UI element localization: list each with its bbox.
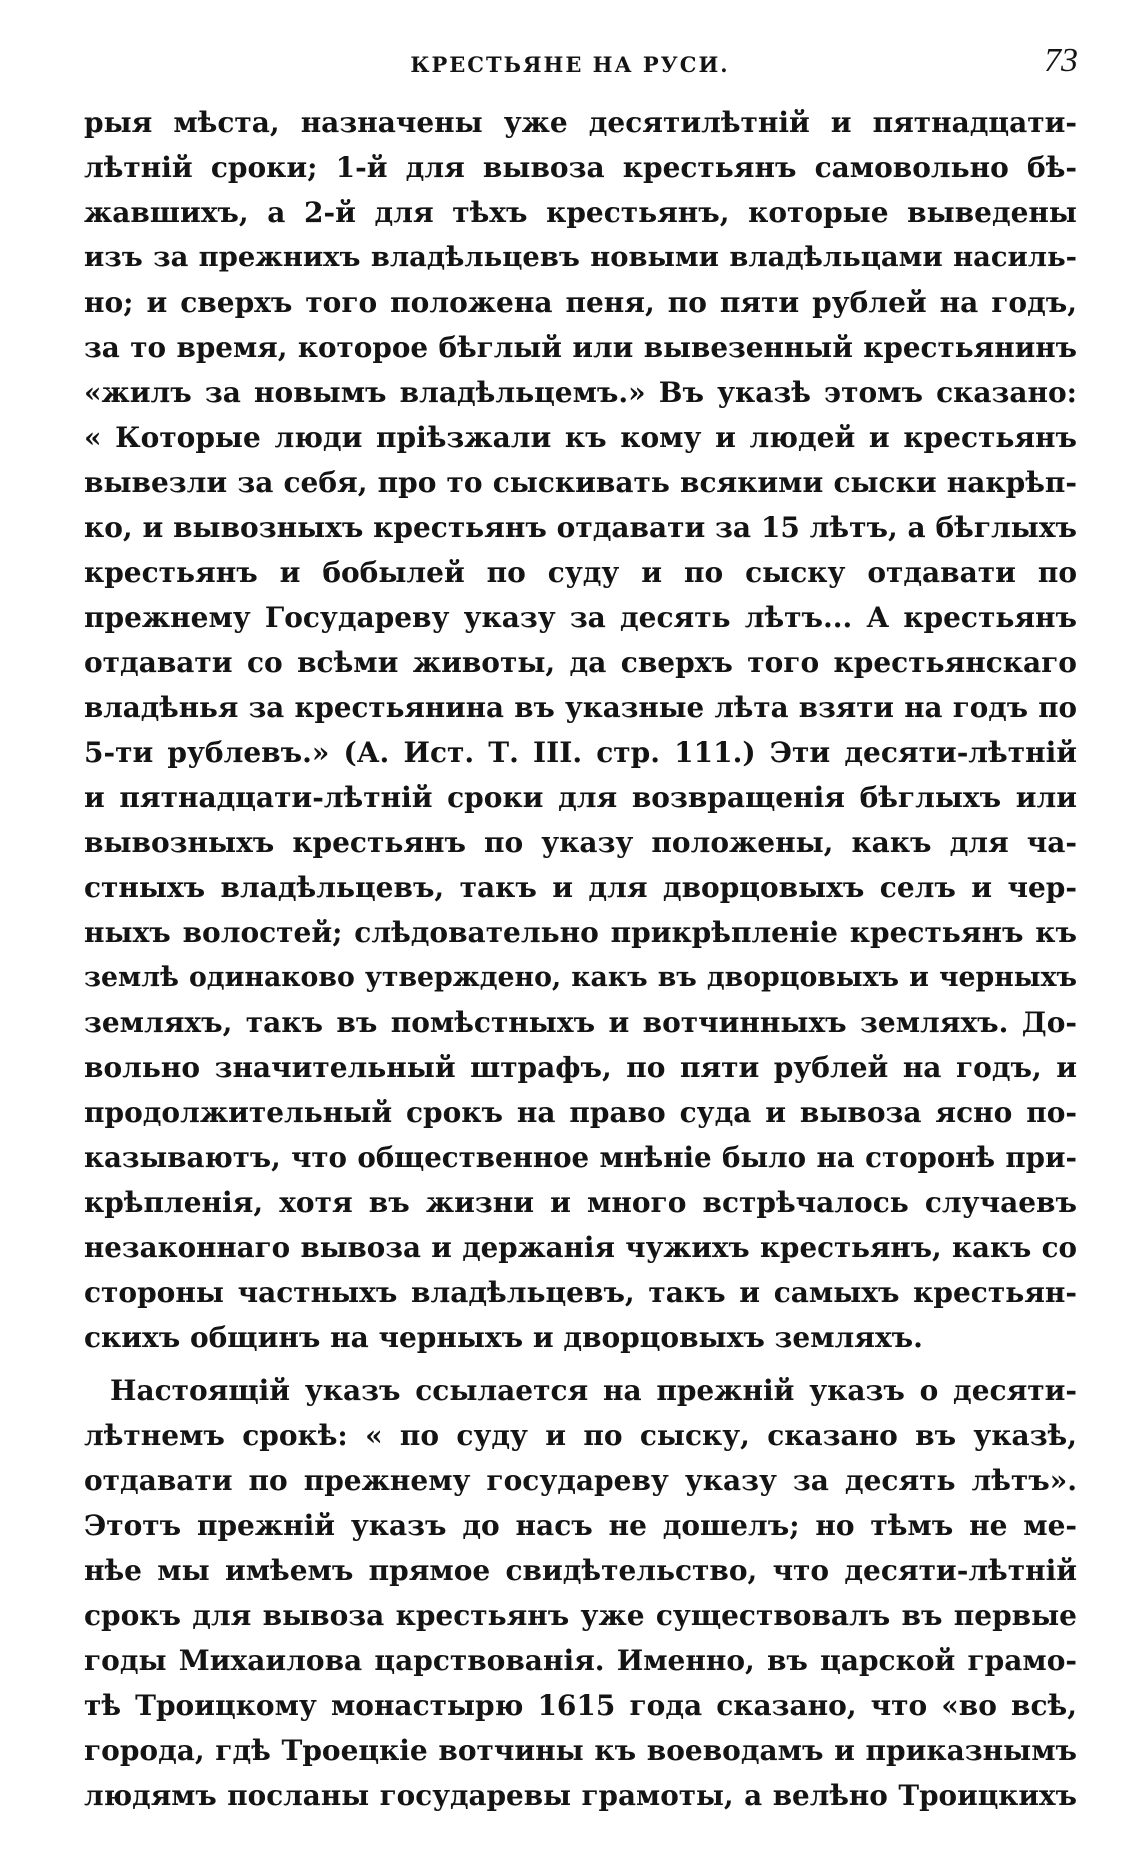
text-line: за то время, которое бѣглый или вывезенный крестьянинъ	[84, 331, 1077, 364]
text-line: незаконнаго вывоза и держанія чужихъ крестьянъ, какъ со	[84, 1231, 1077, 1264]
text-line: ко, и вывозныхъ крестьянъ отдавати за 15 лѣтъ, а бѣглыхъ	[84, 511, 1077, 544]
text-line: годы Михаилова царствованія. Именно, въ царской грамо-	[84, 1644, 1077, 1677]
text-line: «жилъ за новымъ владѣльцемъ.» Въ указѣ этомъ сказано:	[84, 376, 1077, 409]
text-line: стныхъ владѣльцевъ, такъ и для дворцовыхъ селъ и чер-	[84, 871, 1077, 904]
paragraph-gap	[84, 1360, 1077, 1368]
text-line: казываютъ, что общественное мнѣніе было на сторонѣ при-	[84, 1141, 1077, 1174]
text-line: продолжительный срокъ на право суда и вывоза ясно по-	[84, 1096, 1077, 1129]
text-line: ныхъ волостей; слѣдовательно прикрѣпленіе крестьянъ къ	[84, 916, 1077, 949]
text-line: владѣнья за крестьянина въ указные лѣта взяти на годъ по	[84, 691, 1077, 724]
text-line: срокъ для вывоза крестьянъ уже существовалъ въ первые	[84, 1599, 1077, 1632]
text-line: но; и сверхъ того положена пеня, по пяти рублей на годъ,	[84, 286, 1077, 319]
text-line: Настоящій указъ ссылается на прежній указъ о десяти-	[110, 1374, 1077, 1407]
text-line: рыя мѣста, назначены уже десятилѣтній и пятнадцати-	[84, 106, 1077, 139]
paragraph	[84, 1368, 1077, 1818]
text-line: вывозныхъ крестьянъ по указу положены, какъ для ча-	[84, 826, 1077, 859]
page-header	[0, 42, 1140, 82]
text-line: отдавати со всѣми животы, да сверхъ того крестьянскаго	[84, 646, 1077, 679]
paragraph	[84, 100, 1077, 1360]
text-line: изъ за прежнихъ владѣльцевъ новыми владѣльцами насиль-	[84, 241, 1077, 273]
text-line: 5-ти рублевъ.» (А. Ист. Т. III. стр. 111.) Эти десяти-лѣтній	[84, 736, 1077, 769]
text-line: « Которые люди пріѣзжали къ кому и людей и крестьянъ	[84, 421, 1077, 454]
text-line: стороны частныхъ владѣльцевъ, такъ и самыхъ крестьян-	[84, 1276, 1077, 1309]
text-line: и пятнадцати-лѣтній сроки для возвращенія бѣглыхъ или	[84, 781, 1077, 814]
text-line: вывезли за себя, про то сыскивать всякими сыски накрѣп-	[84, 466, 1077, 499]
text-line: лѣтній сроки; 1-й для вывоза крестьянъ самовольно бѣ-	[84, 151, 1077, 184]
text-line: скихъ общинъ на черныхъ и дворцовыхъ земляхъ.	[84, 1321, 923, 1354]
text-line: вольно значительный штрафъ, по пяти рублей на годъ, и	[84, 1051, 1077, 1084]
page-number: 73	[1044, 42, 1078, 79]
text-line: тѣ Троицкому монастырю 1615 года сказано, что «во всѣ,	[84, 1689, 1077, 1722]
text-line: жавшихъ, а 2-й для тѣхъ крестьянъ, которые выведены	[84, 196, 1077, 229]
text-line: людямъ посланы государевы грамоты, а велѣно Троицкихъ	[84, 1779, 1077, 1812]
text-line: города, гдѣ Троецкіе вотчины къ воеводамъ и приказнымъ	[84, 1734, 1077, 1767]
text-line: лѣтнемъ срокѣ: « по суду и по сыску, сказано въ указѣ,	[84, 1419, 1077, 1452]
text-line: Этотъ прежній указъ до насъ не дошелъ; но тѣмъ не ме-	[84, 1509, 1077, 1542]
text-line: нѣе мы имѣемъ прямое свидѣтельство, что десяти-лѣтній	[84, 1554, 1077, 1587]
text-line: землѣ одинаково утверждено, какъ въ дворцовыхъ и черныхъ	[84, 962, 1077, 993]
text-line: крѣпленія, хотя въ жизни и много встрѣчалось случаевъ	[84, 1186, 1077, 1219]
text-line: отдавати по прежнему государеву указу за десять лѣтъ».	[84, 1464, 1077, 1497]
text-line: крестьянъ и бобылей по суду и по сыску отдавати по	[84, 556, 1077, 589]
running-title: КРЕСТЬЯНЕ НА РУСИ.	[410, 52, 730, 77]
text-line: прежнему Государеву указу за десять лѣтъ... А крестьянъ	[84, 601, 1077, 634]
page-body	[84, 100, 1077, 1818]
text-line: земляхъ, такъ въ помѣстныхъ и вотчинныхъ земляхъ. До-	[84, 1006, 1077, 1039]
